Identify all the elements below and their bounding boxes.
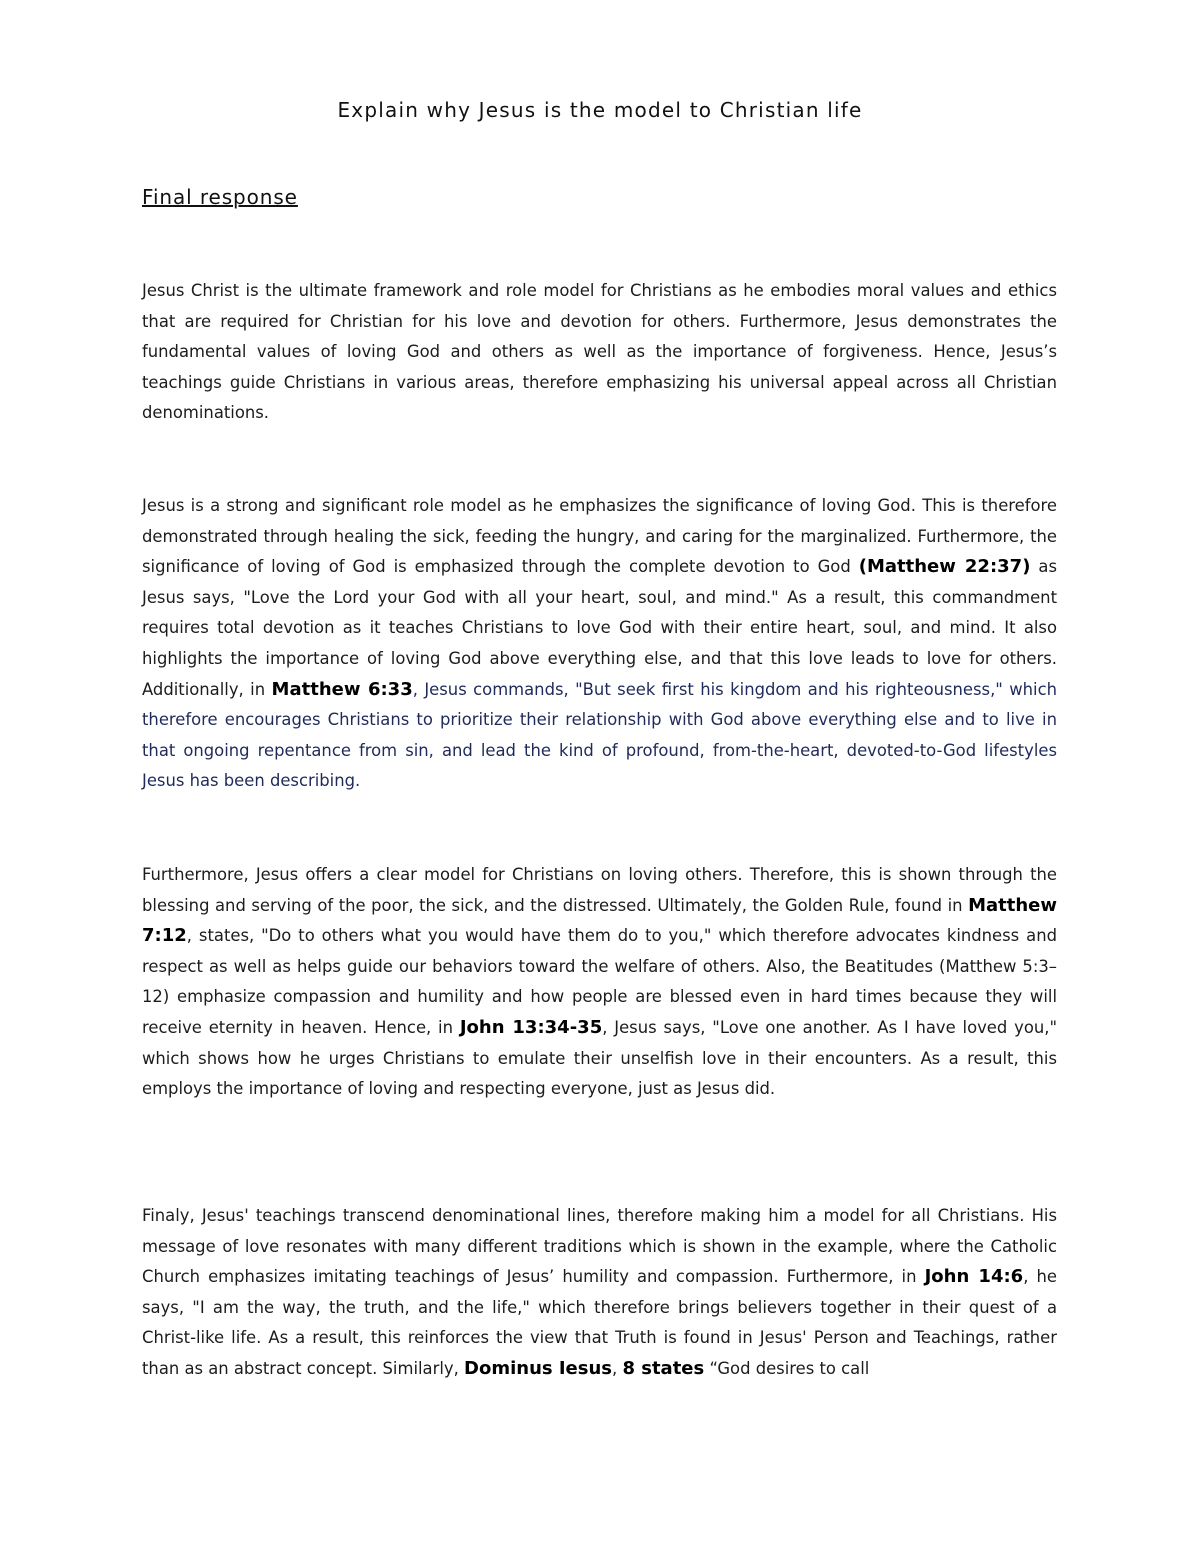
- scripture-reference: Matthew 6:33: [271, 678, 413, 700]
- paragraph-text: Furthermore, Jesus offers a clear model for Christians on loving others. Therefore, this is shown through the blessing and serving of the poor, the sick, and the distressed. Ultimately, the Golden Rule, found in: [142, 865, 1057, 915]
- scripture-reference: (Matthew 22:37): [858, 556, 1031, 578]
- document-reference: 8 states: [622, 1357, 705, 1379]
- document-reference: Dominus Iesus: [464, 1357, 613, 1379]
- paragraph-text: as Jesus says, "Love the Lord your God with all your heart, soul, and mind." As a result, this commandment requires total devotion as it teaches Christians to love God with their entire heart, soul, and mind. It also highlights the importance of loving God above everything else, and that this love leads to love for others. Additionally, in: [142, 557, 1058, 699]
- section-heading: Final response: [142, 185, 298, 209]
- scripture-reference: Matthew 7:12: [142, 894, 1057, 947]
- paragraph-text: , Jesus commands, "But seek first his kingdom and his righteousness," which therefore encourages Christians to prioritize their relationship with God above everything else and to live in that ongoing repentance from sin, and lead the kind of profound, from-the-heart, devoted-to-God lifestyles Jesus has been describing.: [142, 679, 1057, 791]
- paragraph-text: Jesus Christ is the ultimate framework and role model for Christians as he embodies moral values and ethics that are required for Christian for his love and devotion for others. Furthermore, Jesus demonstrates the fundamental values of loving God and others as well as the importance of forgiveness. Hence, Jesus’s teachings guide Christians in various areas, therefore emphasizing his universal appeal across all Christian denominations.: [142, 281, 1057, 423]
- paragraph-text: , Jesus says, "Love one another. As I have loved you," which shows how he urges Christians to emulate their unselfish love in their encounters. As a result, this employs the importance of loving and respecting everyone, just as Jesus did.: [142, 1017, 1057, 1099]
- paragraph-intro: [142, 276, 1057, 429]
- document-title: Explain why Jesus is the model to Christian life: [337, 98, 863, 122]
- scripture-reference: John 13:34-35: [459, 1016, 603, 1038]
- paragraph-loving-god: [142, 491, 1057, 797]
- scripture-reference: John 14:6: [924, 1266, 1024, 1288]
- paragraph-text: Finaly, Jesus' teachings transcend denominational lines, therefore making him a model for all Christians. His message of love resonates with many different traditions which is shown in the example, where the Catholic Church emphasizes imitating teachings of Jesus’ humility and compassion. Furthermore, in: [142, 1206, 1057, 1287]
- paragraph-text: “God desires to call: [704, 1358, 870, 1378]
- paragraph-loving-others: [142, 860, 1057, 1105]
- paragraph-text: Jesus is a strong and significant role model as he emphasizes the significance of loving God. This is therefore demonstrated through healing the sick, feeding the hungry, and caring for the marginalized. Furthermore, the significance of loving of God is emphasized through the complete devotion to God: [142, 496, 1057, 577]
- paragraph-denominations: [142, 1201, 1057, 1385]
- paragraph-text: ,: [612, 1358, 623, 1378]
- paragraph-text: , states, "Do to others what you would have them do to you," which therefore advocates kindness and respect as well as helps guide our behaviors toward the welfare of others. Also, the Beatitudes (Matthew 5:3–12) emphasize compassion and humility and how people are blessed even in hard times because they will receive eternity in heaven. Hence, in: [142, 926, 1057, 1037]
- paragraph-text: , he says, "I am the way, the truth, and the life," which therefore brings believers together in their quest of a Christ-like life. As a result, this reinforces the view that Truth is found in Jesus' Person and Teachings, rather than as an abstract concept. Similarly,: [142, 1267, 1057, 1378]
